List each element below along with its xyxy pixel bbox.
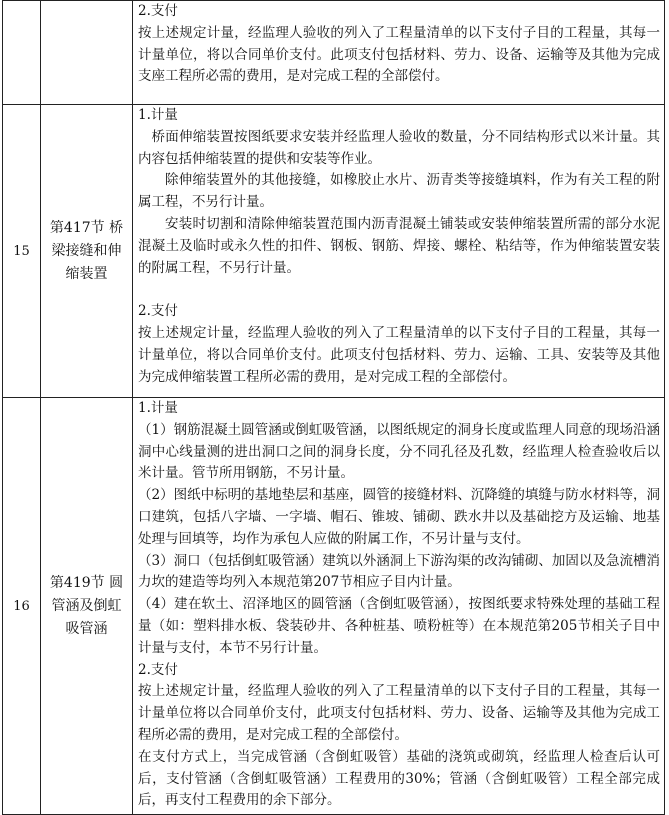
section-title	[41, 1, 133, 105]
clause-paragraph: 在支付方式上，当完成管涵（含倒虹吸管）基础的浇筑或砌筑，经监理人检查后认可后，支付管涵（含倒虹吸管涵）工程费用的30%；管涵（含倒虹吸管）工程全部完成后，再支付工程费用的余下部分。	[138, 748, 660, 809]
clause-paragraph: 桥面伸缩装置按图纸要求安装并经监理人验收的数量，分不同结构形式以米计量。其内容包括伸缩装置的提供和安装等作业。	[138, 128, 660, 167]
clause-paragraph: （2）图纸中标明的基地垫层和基座，圆管的接缝材料、沉降缝的填缝与防水材料等，洞口建筑，包括八字墙、一字墙、帽石、锥坡、铺砌、跌水井以及基础挖方及运输、地基处理与回填等，均作为承包人应做的附属工作，不另计量与支付。	[138, 487, 660, 547]
table-row	[3, 398, 665, 815]
clause-paragraph: 除伸缩装置外的其他接缝，如橡胶止水片、沥青类等接缝填料，作为有关工程的附属工程，不另行计量。	[138, 172, 660, 211]
row-number: 16	[3, 398, 41, 815]
section-content	[133, 105, 665, 398]
clause-paragraph: 按上述规定计量，经监理人验收的列入了工程量清单的以下支付子目的工程量，其每一计量单位将以合同单价支付，此项支付包括材料、劳力、设备、运输等及其他为完成工程所必需的费用，是对完成工程的全部偿付。	[138, 683, 660, 743]
clause-heading: 1.计量	[138, 400, 178, 416]
clause-paragraph: 安装时切割和清除伸缩装置范围内沥青混凝土铺装或安装伸缩装置所需的部分水泥混凝土及临时或永久性的扣件、钢板、钢筋、焊接、螺栓、粘结等，作为伸缩装置安装的附属工程，不另行计量。	[138, 215, 660, 276]
row-number	[3, 1, 41, 105]
clause-heading: 2.支付	[138, 661, 178, 678]
clause-paragraph: 按上述规定计量，经监理人验收的列入了工程量清单的以下支付子目的工程量，其每一计量单位，将以合同单价支付。此项支付包括材料、劳力、运输、工具、安装等及其他为完成伸缩装置工程所必需的费用，是对完成工程的全部偿付。	[138, 324, 660, 385]
section-content	[133, 398, 665, 815]
section-content	[133, 1, 665, 105]
row-number: 15	[3, 105, 41, 398]
clause-paragraph: 按上述规定计量，经监理人验收的列入了工程量清单的以下支付子目的工程量，其每一计量单位，将以合同单价支付。此项支付包括材料、劳力、设备、运输等及其他为完成支座工程所必需的费用，是对完成工程的全部偿付。	[138, 24, 660, 85]
specification-table	[2, 0, 665, 815]
clause-paragraph: （3）洞口（包括倒虹吸管涵）建筑以外涵洞上下游沟渠的改沟铺砌、加固以及急流槽消力坎的建造等均列入本规范第207节相应子目内计量。	[138, 552, 660, 591]
clause-paragraph	[138, 279, 660, 301]
clause-paragraph: （4）建在软土、沼泽地区的圆管涵（含倒虹吸管涵），按图纸要求特殊处理的基础工程量（如：塑料排水板、袋装砂井、各种桩基、喷粉桩等）在本规范第205节相关子目中计量与支付，本节不另行计量。	[138, 596, 660, 656]
clause-heading: 1.计量	[138, 107, 178, 123]
table-row	[3, 1, 665, 105]
table-row	[3, 105, 665, 398]
clause-paragraph: （1）钢筋混凝土圆管涵或倒虹吸管涵，以图纸规定的洞身长度或监理人同意的现场沿涵洞中心线量测的进出洞口之间的洞身长度，分不同孔径及孔数，经监理人检查验收后以米计量。管节所用钢筋，不另计量。	[138, 421, 660, 482]
section-title: 第417节 桥梁接缝和伸缩装置	[41, 105, 133, 398]
section-title: 第419节 圆管涵及倒虹吸管涵	[41, 398, 133, 815]
clause-heading: 2.支付	[138, 303, 178, 320]
clause-heading: 2.支付	[138, 3, 178, 19]
